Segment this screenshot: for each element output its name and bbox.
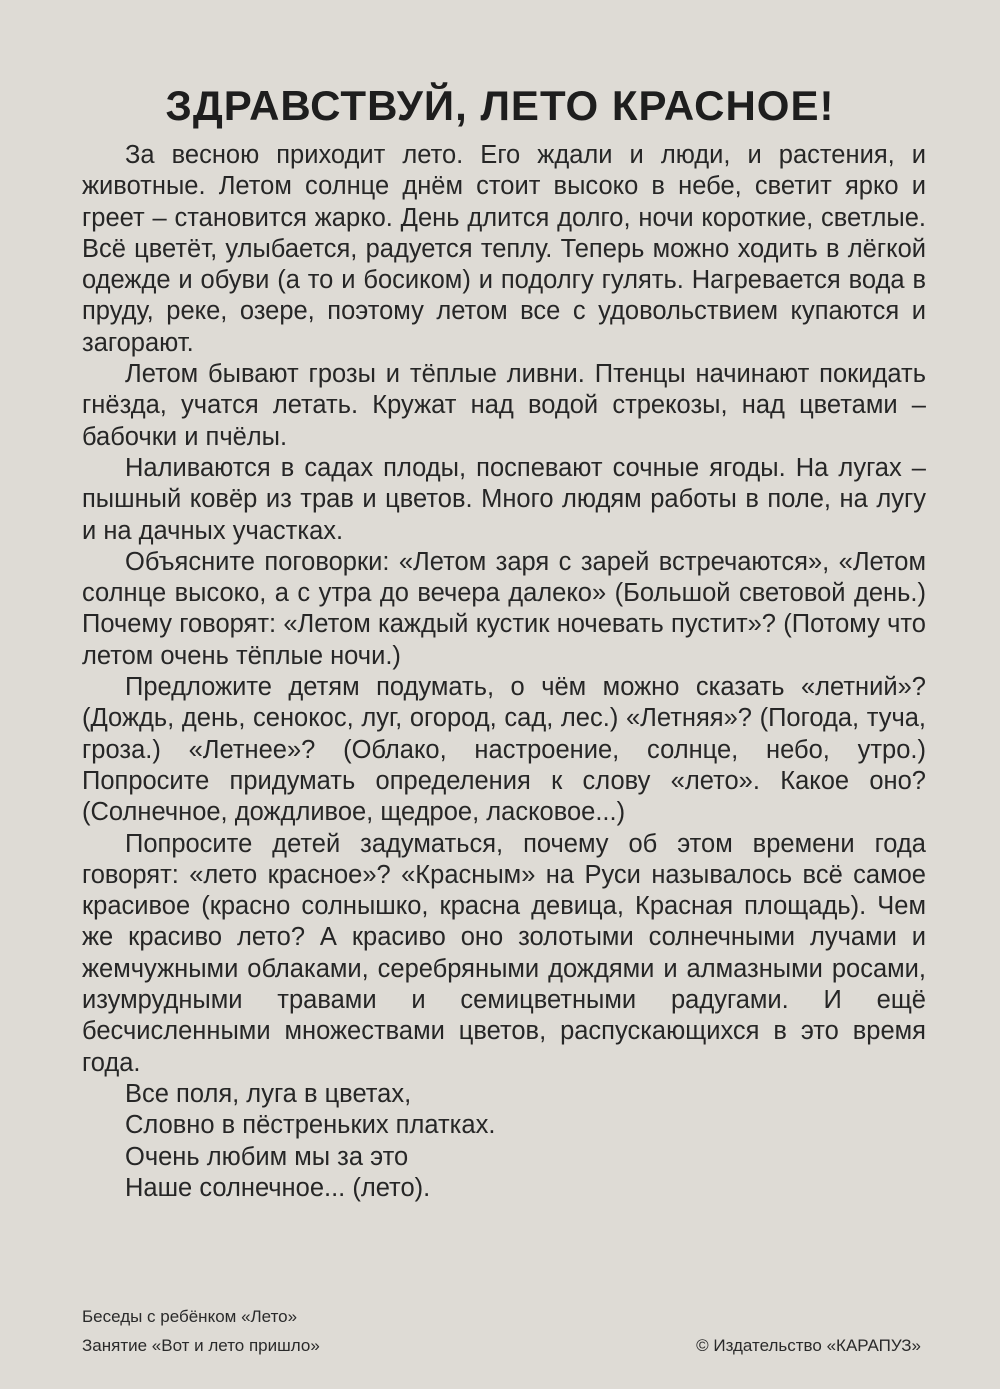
paragraph-red-summer: Попросите детей задуматься, почему об этом времени года говорят: «лето красное»? «Красным» на Руси называлось всё самое красивое (красно солнышко, красна девица, Красная площадь). Чем же красиво лето? А красиво оно золотыми солнечными лучами и жемчужными облаками, серебряными дождями и алмазными росами, изумрудными травами и семицветными радугами. И ещё бесчисленными множествами цветов, распускающихся в это время года. (82, 829, 926, 1077)
footer-publisher: © Издательство «КАРАПУЗ» (696, 1336, 921, 1355)
footer-series-info (82, 1302, 320, 1360)
verse-line: Очень любим мы за это (125, 1142, 409, 1171)
footer-lesson: Занятие «Вот и лето пришло» (82, 1336, 320, 1355)
verse-line: Наше солнечное... (лето). (125, 1173, 431, 1202)
riddle-verse (82, 1079, 926, 1204)
verse-line: Словно в пёстреньких платках. (125, 1111, 496, 1140)
paragraph-summer-intro: За весною приходит лето. Его ждали и люди, и растения, и животные. Летом солнце днём стоит высоко в небе, светит ярко и греет – становится жарко. День длится долго, ночи короткие, светлые. Всё цветёт, улыбается, радуется теплу. Теперь можно ходить в лёгкой одежде и обуви (а то и босиком) и подолгу гулять. Нагревается вода в пруду, реке, озере, поэтому летом все с удовольствием купаются и загорают. (82, 141, 926, 357)
footer-series: Беседы с ребёнком «Лето» (82, 1307, 298, 1326)
article-body (82, 140, 926, 1204)
paragraph-summer-words: Предложите детям подумать, о чём можно сказать «летний»? (Дождь, день, сенокос, луг, огород, сад, лес.) «Летняя»? (Погода, туча, гроза.) «Летнее»? (Облако, настроение, солнце, небо, утро.) Попросите придумать определения к слову «лето». Какое оно? (Солнечное, дождливое, щедрое, ласковое...) (82, 673, 926, 827)
paragraph-sayings: Объясните поговорки: «Летом заря с зарей встречаются», «Летом солнце высоко, а с утра до вечера далеко» (Большой световой день.) Почему говорят: «Летом каждый кустик ночевать пустит»? (Потому что летом очень тёплые ночи.) (82, 547, 926, 670)
verse-line: Все поля, луга в цветах, (125, 1079, 412, 1108)
page-title: ЗДРАВСТВУЙ, ЛЕТО КРАСНОЕ! (165, 82, 835, 129)
paragraph-storms-birds: Летом бывают грозы и тёплые ливни. Птенцы начинают покидать гнёзда, учатся летать. Кружат над водой стрекозы, над цветами – бабочки и пчёлы. (82, 360, 926, 451)
paragraph-gardens-meadows: Наливаются в садах плоды, поспевают сочные ягоды. На лугах – пышный ковёр из трав и цветов. Много людям работы в поле, на лугу и на дачных участках. (82, 453, 926, 545)
